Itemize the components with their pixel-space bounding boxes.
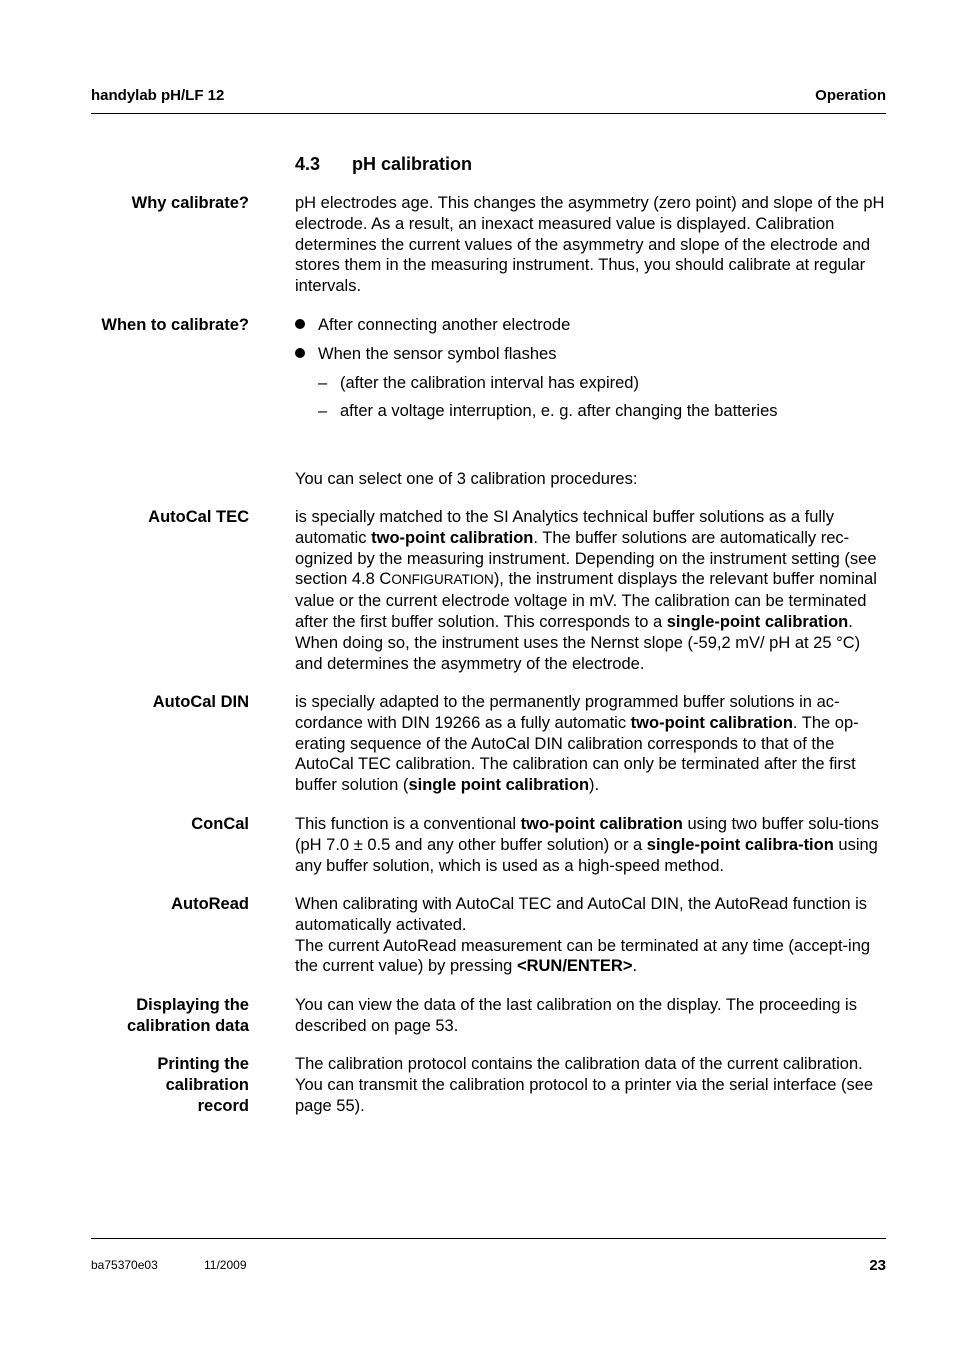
printing-text: The calibration protocol contains the calibration data of the current calibration. You can transmit the calibration protocol to a printer via the serial interface (see page 55). <box>295 1055 874 1115</box>
list-item <box>295 315 570 336</box>
sub-list-item <box>318 401 778 422</box>
bullet-icon <box>295 319 305 329</box>
autocal-din-label: AutoCal DIN <box>152 693 249 711</box>
autoread-label: AutoRead <box>171 895 249 913</box>
list-item <box>295 344 556 365</box>
printing-label: Printing the calibration record <box>157 1055 249 1115</box>
section-number: 4.3 <box>295 154 321 174</box>
autocal-din-text: is specially adapted to the permanently programmed buffer solutions in ac-cordance with DIN 19266 as a fully automatic two-point calibration. The op-erating sequence of the AutoCal DIN calibration corresponds to that of the AutoCal TEC calibration. The calibration can only be terminated after the first buffer solution (single point calibration). <box>295 693 859 795</box>
displaying-label: Displaying the calibration data <box>127 996 249 1035</box>
header-chapter: Operation <box>815 87 886 104</box>
when-calibrate-label: When to calibrate? <box>101 316 249 334</box>
section-title: pH calibration <box>352 154 473 174</box>
footer-date: 11/2009 <box>204 1258 247 1272</box>
header-title: handylab pH/LF 12 <box>91 87 225 104</box>
autocal-tec-label: AutoCal TEC <box>148 508 249 526</box>
why-calibrate-label: Why calibrate? <box>131 194 249 212</box>
displaying-text: You can view the data of the last calibration on the display. The proceeding is described on page 53. <box>295 996 857 1035</box>
concal-text: This function is a conventional two-point calibration using two buffer solu-tions (pH 7.0 ± 0.5 and any other buffer solution) or a single-point calibra-tion using any buffer solution, which is used as a high-speed method. <box>295 815 879 875</box>
sub-list-item <box>318 373 639 394</box>
sub-item-text: (after the calibration interval has expired) <box>340 374 639 392</box>
dash-marker: – <box>318 402 328 420</box>
page-number: 23 <box>869 1257 886 1274</box>
autocal-tec-text: is specially matched to the SI Analytics technical buffer solutions as a fully automatic two-point calibration. The buffer solutions are automatically rec-ognized by the measuring instrument. Depending on the instrument setting (see section 4.8 CONFIGURATION), the instrument displays the relevant buffer nominal value or the current electrode voltage in mV. The calibration can be terminated after the first buffer solution. This corresponds to a single-point calibration. When doing so, the instrument uses the Nernst slope (-59,2 mV/ pH at 25 °C) and determines the asymmetry of the electrode. <box>295 508 877 673</box>
concal-label: ConCal <box>191 815 249 833</box>
why-calibrate-text: pH electrodes age. This changes the asymmetry (zero point) and slope of the pH electrode. As a result, an inexact measured value is displayed. Calibration determines the current values of the asymmetry and slope of the electrode and stores them in the measuring instrument. Thus, you should calibrate at regular intervals. <box>295 194 885 296</box>
bullet-icon <box>295 348 305 358</box>
bullet-text: When the sensor symbol flashes <box>318 345 557 363</box>
header-rule <box>91 113 886 114</box>
bullet-text: After connecting another electrode <box>318 316 571 334</box>
procedures-intro: You can select one of 3 calibration procedures: <box>295 470 638 488</box>
dash-marker: – <box>318 374 328 392</box>
section-heading <box>295 154 472 175</box>
autoread-text: When calibrating with AutoCal TEC and AutoCal DIN, the AutoRead function is automatically activated. The current AutoRead measurement can be terminated at any time (accept-ing the current value) by pressing <RUN/ENTER>. <box>295 895 871 976</box>
sub-item-text: after a voltage interruption, e. g. after changing the batteries <box>340 402 778 420</box>
footer-doc-id: ba75370e03 <box>91 1258 158 1272</box>
footer-rule <box>91 1238 886 1239</box>
